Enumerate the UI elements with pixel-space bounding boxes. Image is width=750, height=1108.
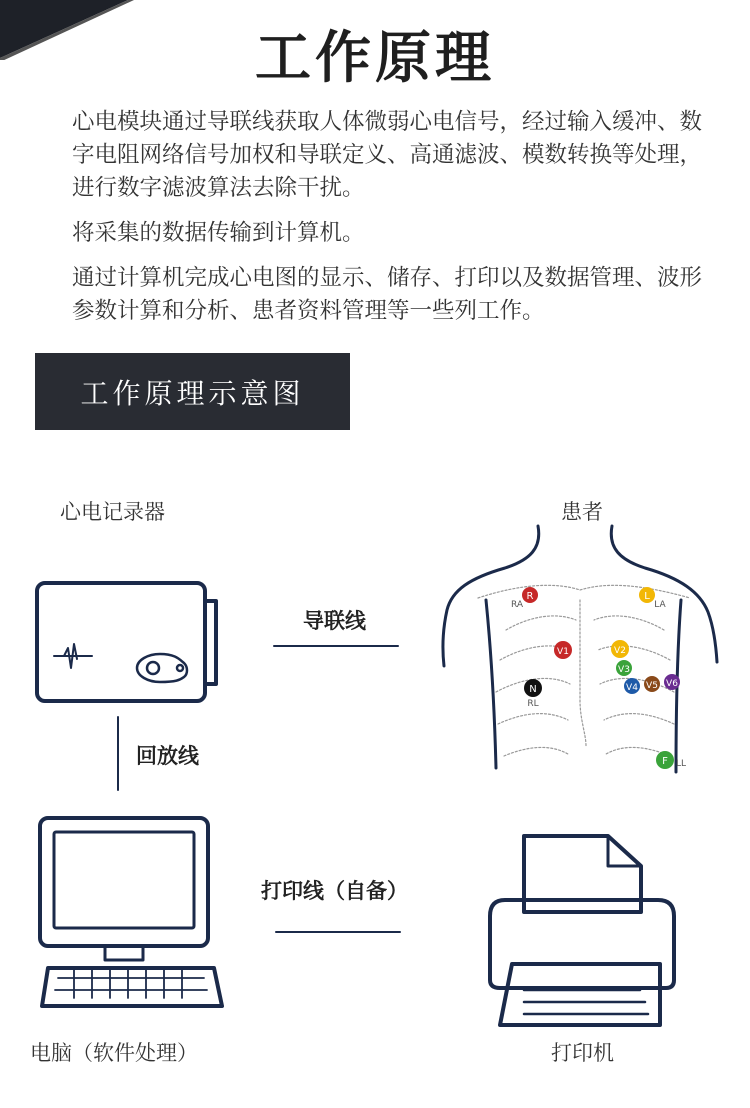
recorder-label: 心电记录器: [60, 500, 165, 524]
ribcage-sketch: [478, 585, 690, 756]
svg-text:V5: V5: [646, 681, 658, 691]
svg-text:V2: V2: [614, 646, 626, 656]
electrode-V1: [554, 641, 572, 659]
electrode-V2: [611, 640, 629, 658]
computer-label: 电脑（软件处理）: [30, 1041, 198, 1065]
electrode-L: [639, 587, 667, 610]
playback-wire-label: 回放线: [136, 744, 199, 768]
printer-label: 打印机: [551, 1041, 614, 1065]
svg-text:L: L: [644, 591, 650, 602]
diagram-banner: 工作原理示意图: [35, 353, 350, 430]
svg-text:N: N: [529, 684, 537, 695]
svg-text:V3: V3: [618, 665, 630, 675]
svg-text:LL: LL: [675, 759, 687, 769]
print-wire-label: 打印线（自备）: [261, 879, 408, 903]
paragraph-3: 通过计算机完成心电图的显示、储存、打印以及数据管理、波形参数计算和分析、患者资料管理等一些列工作。: [72, 265, 703, 324]
svg-text:R: R: [526, 591, 534, 602]
paragraph-1: 心电模块通过导联线获取人体微弱心电信号，经过输入缓冲、数字电阻网络信号加权和导联定义、高通滤波、模数转换等处理，进行数字滤波算法去除干扰。: [72, 109, 703, 201]
electrode-R: [511, 587, 538, 610]
electrode-V4: [624, 678, 640, 694]
printer-icon: [490, 836, 674, 1025]
electrode-F: [656, 751, 686, 769]
electrode-V3: [616, 660, 632, 676]
patient-label: 患者: [561, 500, 603, 524]
svg-text:RL: RL: [527, 699, 539, 709]
svg-text:RA: RA: [510, 600, 524, 610]
electrode-V6: [664, 674, 680, 690]
ecg-recorder-icon: [37, 583, 216, 701]
lead-wire-label: 导联线: [303, 609, 366, 633]
svg-text:V4: V4: [626, 683, 638, 693]
page-title: 工作原理: [255, 26, 495, 91]
electrode-V5: [644, 676, 660, 692]
paragraph-2: 将采集的数据传输到计算机。: [72, 220, 365, 246]
electrode-N: [524, 679, 542, 709]
svg-text:LA: LA: [654, 600, 666, 610]
electrodes: [511, 587, 686, 769]
svg-text:F: F: [662, 756, 668, 767]
svg-text:V6: V6: [666, 679, 678, 689]
svg-text:V1: V1: [557, 647, 569, 657]
computer-icon: [40, 818, 222, 1006]
